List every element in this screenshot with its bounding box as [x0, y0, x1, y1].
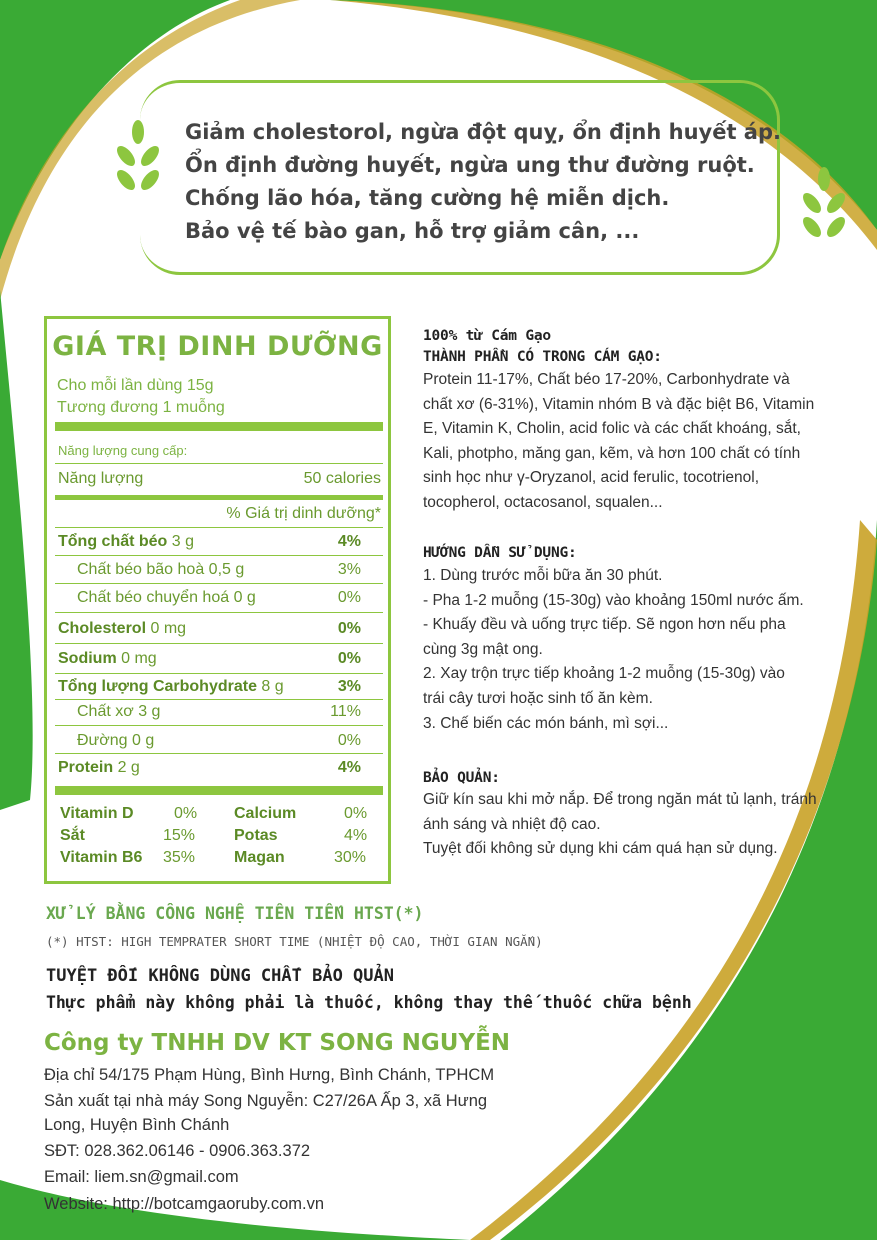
ingredients-title: THÀNH PHẦN CÓ TRONG CÁM GẠO: — [423, 349, 662, 365]
website-link[interactable]: Website: http://botcamgaoruby.com.vn — [44, 1195, 325, 1213]
divider — [55, 463, 383, 464]
usage-line: trái cây tươi hoặc sinh tố ăn kèm. — [423, 689, 653, 707]
usage-line: 1. Dùng trước mỗi bữa ăn 30 phút. — [423, 567, 663, 584]
ingredients-section — [423, 326, 843, 516]
storage-line: Tuyệt đối không sử dụng khi cám quá hạn sử dụng. — [423, 840, 778, 858]
storage-section — [423, 768, 843, 862]
benefits-box — [140, 80, 780, 275]
company-name: Công ty TNHH DV KT SONG NGUYỄN — [44, 1030, 511, 1056]
tech-note: (*) HTST: HIGH TEMPRATER SHORT TIME (NHIỆT ĐỘ CAO, THỜI GIAN NGẮN) — [46, 934, 543, 949]
ingredients-line: tocopherol, octacosanol, squalen... — [423, 493, 663, 511]
usage-line: - Pha 1-2 muỗng (15-30g) vào khoảng 150ml nước ấm. — [423, 591, 804, 609]
no-preservative: TUYỆT ĐỐI KHÔNG DÙNG CHẤT BẢO QUẢN — [46, 966, 394, 986]
ingredients-line: Protein 11-17%, Chất béo 17-20%, Carbonhydrate và — [423, 371, 790, 388]
address-line: Địa chỉ 54/175 Phạm Hùng, Bình Hưng, Bình Chánh, TPHCM — [44, 1066, 495, 1084]
email-link[interactable]: Email: liem.sn@gmail.com — [44, 1168, 239, 1186]
origin-text: 100% từ Cám Gạo — [423, 328, 551, 344]
divider — [55, 495, 383, 500]
vitamin-name: Calcium — [234, 805, 297, 822]
vitamin-name: Magan — [234, 849, 285, 866]
vitamin-name: Potas — [234, 827, 278, 844]
leaf-icon — [112, 118, 164, 208]
leaf-icon — [798, 165, 850, 255]
benefit-line: Giảm cholestorol, ngừa đột quỵ, ổn định huyết áp. — [185, 120, 781, 144]
benefit-line: Chống lão hóa, tăng cường hệ miễn dịch. — [185, 186, 670, 210]
divider — [55, 786, 383, 795]
serving-equivalent: Tương đương 1 muỗng — [57, 399, 225, 416]
usage-title: HƯỚNG DẪN SỬ DỤNG: — [423, 545, 577, 561]
usage-line: cùng 3g mật ong. — [423, 640, 543, 658]
vitamin-name: Vitamin D — [60, 805, 134, 822]
vitamin-value: 35% — [163, 849, 196, 866]
energy-value: 50 calories — [303, 470, 381, 487]
vitamin-value: 4% — [344, 827, 368, 844]
nutrition-title: GIÁ TRỊ DINH DƯỠNG — [52, 331, 383, 362]
vitamin-value: 15% — [163, 827, 196, 844]
storage-line: Giữ kín sau khi mở nắp. Để trong ngăn mát tủ lạnh, tránh — [423, 791, 817, 808]
ingredients-line: Kali, photpho, măng gan, kẽm, và hơn 100 chất có tính — [423, 444, 801, 462]
storage-line: ánh sáng và nhiệt độ cao. — [423, 815, 601, 833]
vitamin-name: Vitamin B6 — [60, 849, 143, 866]
phone-line: SĐT: 028.362.06146 - 0906.363.372 — [44, 1142, 311, 1160]
vitamin-value: 30% — [334, 849, 367, 866]
ingredients-line: chất xơ (6-31%), Vitamin nhóm B và đặc biệt B6, Vitamin — [423, 395, 815, 413]
benefit-line: Bảo vệ tế bào gan, hỗ trợ giảm cân, ... — [185, 219, 640, 243]
vitamin-name: Sắt — [60, 827, 85, 844]
divider — [55, 422, 383, 431]
storage-title: BẢO QUẢN: — [423, 770, 500, 786]
usage-line: - Khuấy đều và uống trực tiếp. Sẽ ngon hơn nếu pha — [423, 616, 786, 634]
tech-heading: XỬ LÝ BẰNG CÔNG NGHỆ TIÊN TIẾN HTST(*) — [46, 904, 424, 923]
benefit-line: Ổn định đường huyết, ngừa ung thư đường ruột. — [185, 153, 755, 177]
serving-size: Cho mỗi lần dùng 15g — [57, 377, 214, 394]
address-line: Long, Huyện Bình Chánh — [44, 1116, 230, 1134]
usage-line: 2. Xay trộn trực tiếp khoảng 1-2 muỗng (15-30g) vào — [423, 665, 785, 683]
energy-label: Năng lượng — [58, 470, 144, 487]
usage-section — [423, 542, 843, 736]
divider — [55, 527, 383, 528]
address-line: Sản xuất tại nhà máy Song Nguyễn: C27/26A Ấp 3, xã Hưng — [44, 1092, 488, 1110]
vitamin-value: 0% — [174, 805, 198, 822]
vitamin-value: 0% — [344, 805, 368, 822]
ingredients-line: sinh học như γ-Oryzanol, acid ferulic, tocotrienol, — [423, 469, 760, 487]
ingredients-line: E, Vitamin K, Cholin, acid folic và các chất khoáng, sắt, — [423, 420, 801, 438]
nutrition-panel: GIÁ TRỊ DINH DƯỠNG Cho mỗi lần dùng 15g Tương đương 1 muỗng Năng lượng cung cấp: Năng lượng 50 calories % Giá trị dinh dưỡng* Tổng chất béo 3 g 4% Chất béo bão hoà 0,5 g 3% Chất béo chuyển hoá 0 g 0% Cholesterol 0 mg 0% Sodium 0 mg 0% Tổng lượng Carbohydrate 8 g 3% Chất xơ 3 g 11% Đường 0 g 0% Protein 2 g 4% Vitamin D 0% Calcium 0% Sắt 15% Potas 4% Vitamin B6 35% Magan 30% — [44, 316, 391, 884]
disclaimer: Thực phẩm này không phải là thuốc, không thay thế thuốc chữa bệnh — [46, 993, 692, 1012]
usage-line: 3. Chế biến các món bánh, mì sợi... — [423, 714, 669, 732]
